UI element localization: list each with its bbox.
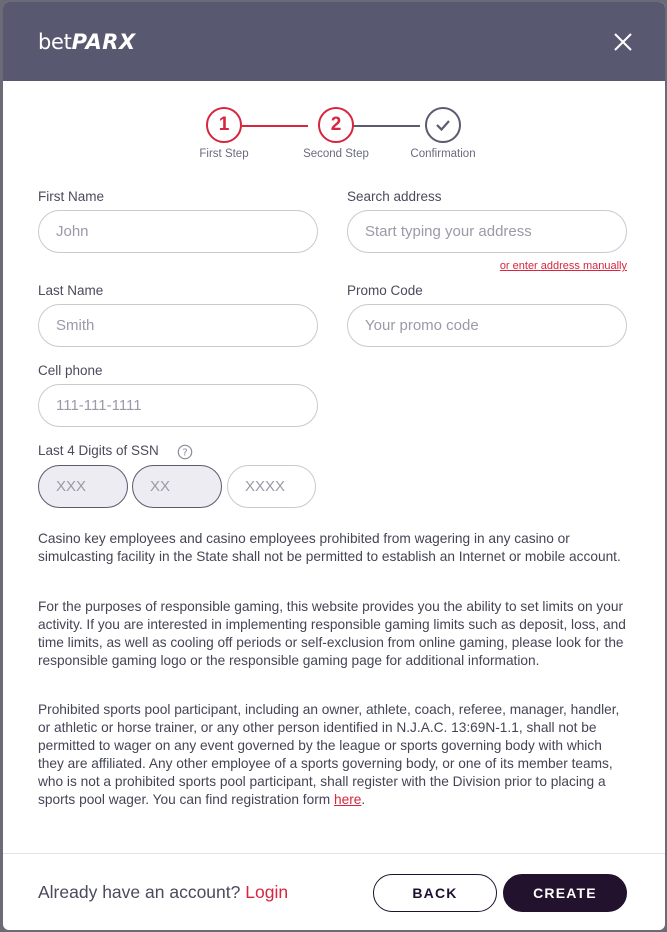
check-icon [425,107,461,143]
cell-phone-input[interactable] [38,384,318,427]
registration-form-link[interactable]: here [333,792,362,807]
first-name-input[interactable] [38,210,318,253]
step-1-label: First Step [199,148,249,160]
question-circle-icon[interactable] [177,444,193,460]
step-2-label: Second Step [303,148,369,160]
modal-header [3,2,665,81]
promo-code-label: Promo Code [347,283,423,298]
already-have-account-text: Already have an account? [38,882,241,902]
ssn-part2-input[interactable] [132,465,222,508]
create-button[interactable]: CREATE [503,874,627,912]
back-button[interactable]: BACK [373,874,497,912]
ssn-part1-input[interactable] [38,465,128,508]
disclaimer-casino-employees: Casino key employees and casino employees prohibited from wagering in any casino or simulcasting facility in the State shall not be permitted to establish an Internet or mobile account. [38,531,621,564]
disclaimer-responsible-gaming: For the purposes of responsible gaming, this website provides you the ability to set limits on your activity. If you are interested in implementing responsible gaming limits such as deposit, loss, and time limits, as well as cooling off periods or self-exclusion from online gaming, please look for the responsible gaming logo or the responsible gaming page for additional information. [38,599,626,668]
disclaimer-sports-pool-text: Prohibited sports pool participant, including an owner, athlete, coach, referee, manager, handler, or athletic or horse trainer, or any other person identified in N.J.A.C. 13:69N-1.1, shall not be permitted to wager on any event governed by the league or sports governing body with which they are affiliated. Any other employee of a sports governing body, or one of its member teams, who is not a prohibited sports pool participant, shall register with the Division prior to placing a sports pool wager. You can find registration form [38,702,620,807]
cell-phone-label: Cell phone [38,363,103,378]
step-confirmation [403,107,483,160]
disclaimer-sports-pool [38,701,628,809]
first-name-label: First Name [38,189,105,204]
ssn-part3-input[interactable] [227,465,316,508]
promo-code-input[interactable] [347,304,627,347]
search-address-label: Search address [347,189,442,204]
footer-divider [3,853,665,854]
login-link[interactable]: Login [245,882,289,902]
search-address-input[interactable] [347,210,627,253]
last-name-label: Last Name [38,283,104,298]
ssn-label: Last 4 Digits of SSN [38,443,159,458]
step-2-circle: 2 [318,107,354,143]
already-have-account [38,882,288,903]
enter-address-manually-link[interactable]: or enter address manually [499,260,627,272]
disclaimer-sports-pool-end: . [361,792,366,807]
step-1-circle: 1 [206,107,242,143]
betparx-logo: betPARX [38,30,136,54]
registration-modal [3,2,665,930]
step-3-label: Confirmation [410,148,476,160]
svg-text:?: ? [182,447,188,459]
step-second [296,107,376,160]
close-icon[interactable] [609,28,637,56]
last-name-input[interactable] [38,304,318,347]
step-first [194,107,254,160]
